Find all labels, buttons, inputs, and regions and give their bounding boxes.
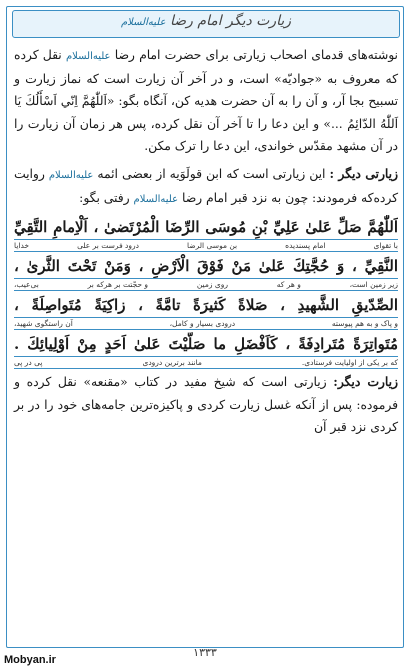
gloss-word: روی زمین (196, 280, 228, 290)
main-content (14, 44, 398, 438)
translation-line (14, 278, 398, 291)
p2-keyword: زیارتی دیگر : (329, 166, 398, 182)
arabic-block-4 (14, 332, 398, 369)
arabic-block-2 (14, 254, 398, 291)
p3-line-1: زیارتی است که شیخ مفید در کتاب «مقنعه» (83, 375, 327, 390)
gloss-word: و پاک و به هم پیوسته (331, 319, 398, 329)
p1-line-3: زیارت است که نماز زیارت و تسبیح بجا آر، و آن را به آن (14, 72, 398, 109)
arabic-line: اَللّٰهُمَّ صَلِّ عَلىٰ عَلِيِّ بْنِ مُوسَى الرِّضَا الْمُرْتَضىٰ ، اَلْاِمامِ التَّقِيِّ (14, 218, 398, 237)
honorific-symbol: عليه‌السلام (65, 51, 111, 62)
translation-line (14, 317, 398, 330)
p1-line-2: نقل کرده که معروف به «جوادیّه» است، و در آخر آن (14, 48, 398, 87)
arabic-line: النَّقِيِّ ، وَ حُجَّتِكَ عَلىٰ مَنْ فَوْقَ الْاَرْضِ ، وَمَنْ تَحْتَ الثَّرىٰ ، (14, 257, 398, 276)
paragraph-1 (14, 44, 398, 157)
gloss-word: زیر زمین است، (349, 280, 398, 290)
p2-line-2: روایت کرده‌که فرمودند: چون به نزد قبر امام رضا (14, 167, 398, 206)
p2-line-3: رفتی بگو: (79, 191, 130, 206)
gloss-word: پی در پی (14, 358, 43, 368)
p1-line-5: این دعا را تا آخر آن نقل کرده، پس هر زمان آن زیارت را (14, 116, 309, 131)
arabic-line: مُتَواتِرَةً مُتَرادِفَةً ، كَاَفْضَلِ ما صَلَّيْتَ عَلىٰ اَحَدٍ مِنْ اَوْلِيائِكَ . (14, 335, 398, 354)
gloss-word: و حجّتت بر هرکه بر (87, 280, 149, 290)
page-title (13, 13, 399, 29)
gloss-word: آن راستگوی شهید، (14, 319, 73, 329)
page-title-text: زیارت دیگر امام رضا (169, 13, 292, 29)
gloss-word: بی‌عیب، (14, 280, 39, 290)
p3-line-2: نقل کرده و فرموده: پس از آنکه غسل زیارت کردی (14, 375, 398, 412)
page-number: ۱۳۳۳ (193, 646, 217, 659)
paragraph-2 (14, 163, 398, 211)
header-bar (12, 10, 400, 38)
arabic-line: الصِّدّيقِ الشَّهيدِ ، صَلاةً كَثيرَةً تامَّةً ، زاكِيَةً مُتَواصِلَةً ، (14, 296, 398, 315)
gloss-word: و هر که (276, 280, 301, 290)
gloss-word: بن موسی الرضا (186, 241, 238, 251)
translation-line (14, 356, 398, 369)
arabic-block-1 (14, 215, 398, 252)
gloss-word: مانند برترین درودی (142, 358, 202, 368)
gloss-word: که بر یکی از اولیایت فرستادی. (301, 358, 398, 368)
gloss-word: امام پسندیده (285, 241, 326, 251)
p1-line-1: نوشته‌های قدمای اصحاب زیارتی برای حضرت امام رضا (114, 48, 398, 62)
honorific-symbol: عليه‌السلام (120, 17, 166, 28)
gloss-word: درود فرست بر علی (77, 241, 139, 251)
gloss-word: درودی بسیار و کامل، (169, 319, 236, 329)
p3-keyword: زیارت دیگر: (333, 374, 398, 390)
gloss-word: خدایا (14, 241, 30, 251)
p3-line-3: و پاکیزه‌ترین جامه‌های خود را در بر کردی نزد قبر آن (14, 397, 398, 434)
site-watermark: Mobyan.ir (4, 654, 56, 666)
arabic-block-3 (14, 293, 398, 330)
honorific-symbol: عليه‌السلام (48, 170, 94, 182)
paragraph-3 (14, 371, 398, 438)
p2-line-1: این زیارتی است که ابن قولَوَیه از بعضی ائمه (97, 167, 326, 182)
honorific-symbol: عليه‌السلام (133, 194, 179, 206)
gloss-word: با تقوای (373, 241, 398, 251)
p1-line-6: در آن مشهد مقدّس خواندی، این دعا را ترک مکن. (144, 138, 398, 153)
p1-line-4: حضرت هدیه کن، آنگاه بگو: «اَللّٰهُمَّ اِنّي اَسْأَلُكَ يَا اَللّٰهُ الدّائِمُ ...» و (14, 94, 398, 131)
translation-line (14, 239, 398, 252)
